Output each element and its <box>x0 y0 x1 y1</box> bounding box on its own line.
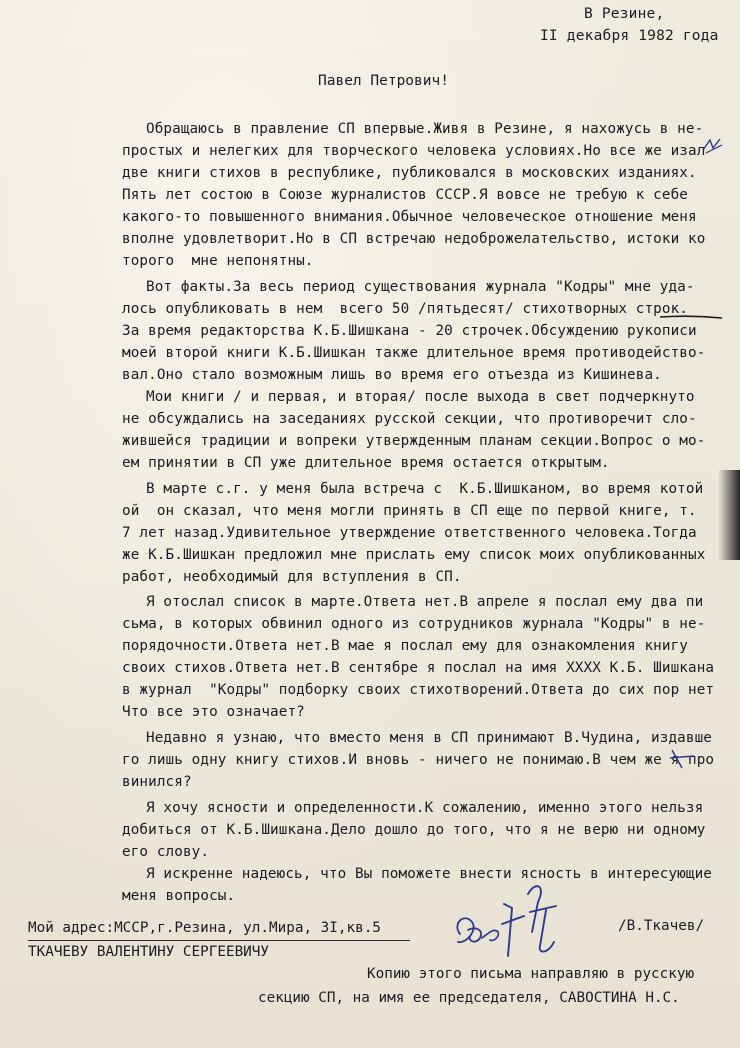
body-line: не обсуждались на заседаниях русской секции, что противоречит сло- <box>122 411 697 427</box>
body-line: простых и нелегких для творческого человека условиях.Но все же изал <box>122 143 706 159</box>
body-line: жившейся традиции и вопреки утвержденным планам секции.Вопрос о мо- <box>122 433 706 449</box>
body-line: какого-то повышенного внимания.Обычное человеческое отношение меня <box>122 209 697 225</box>
salutation: Павел Петрович! <box>318 73 449 89</box>
body-line: его слову. <box>122 844 210 860</box>
sender-address: Мой адрес:МССР,г.Резина, ул.Мира, 3I,кв.5 <box>28 920 381 936</box>
handwritten-correction-mark <box>668 746 698 772</box>
copy-note-line: Копию этого письма направляю в русскую <box>367 966 695 982</box>
date-line: II декабря 1982 года <box>540 28 719 44</box>
body-line: Недавно я узнаю, что вместо меня в СП принимают В.Чудина, издавше <box>146 730 712 746</box>
body-line: работ, необходимый для вступления в СП. <box>122 569 462 585</box>
body-line: Мои книги / и первая, и вторая/ после выхода в свет подчеркнуто <box>146 389 695 405</box>
body-line: две книги стихов в республике, публиковался в московских изданиях. <box>122 165 697 181</box>
body-line: порядочности.Ответа нет.В мае я послал ему для ознакомления книгу <box>122 638 688 654</box>
body-line: вполне удовлетворит.Но в СП встречаю недоброжелательство, истоки ко <box>122 231 706 247</box>
handwritten-correction-mark <box>700 136 726 156</box>
body-line: своих стихов.Ответа нет.В сентябре я послал на имя ХХХХ К.Б. Шишкана <box>122 660 715 676</box>
body-line: 7 лет назад.Удивительное утверждение ответственного человека.Тогда <box>122 525 697 541</box>
body-line: в журнал "Кодры" подборку своих стихотворений.Ответа до сих пор нет <box>122 682 715 698</box>
body-line: добиться от К.Б.Шишкана.Дело дошло до того, что я не верю ни одному <box>122 822 706 838</box>
body-line: Вот факты.За весь период существования журнала "Кодры" мне уда- <box>146 279 695 295</box>
sender-name: ТКАЧЕВУ ВАЛЕНТИНУ СЕРГЕЕВИЧУ <box>28 944 270 960</box>
body-line: В марте с.г. у меня была встреча с К.Б.Шишканом, во время котой <box>146 481 704 497</box>
body-line: Пять лет состою в Союзе журналистов СССР.Я вовсе не требую к себе <box>122 187 688 203</box>
body-line: меня вопросы. <box>122 888 236 904</box>
body-line: Я искренне надеюсь, что Вы поможете внести ясность в интересующие <box>146 866 712 882</box>
body-line: торого мне непонятны. <box>122 253 314 269</box>
body-line: ем принятии в СП уже длительное время остается открытым. <box>122 455 610 471</box>
body-line: го лишь одну книгу стихов.И вновь - ничего не понимаю.В чем же я про <box>122 752 715 768</box>
place-line: В Резине, <box>584 6 665 22</box>
body-line: ой он сказал, что меня могли принять в СП еще по первой книге, т. <box>122 503 697 519</box>
body-line: винился? <box>122 774 192 790</box>
body-line: моей второй книги К.Б.Шишкан также длительное время противодейство- <box>122 345 706 361</box>
body-line: Я хочу ясности и определенности.К сожалению, именно этого нельзя <box>146 800 704 816</box>
typed-signature: /В.Ткачев/ <box>618 918 705 934</box>
pen-underline-mark <box>660 315 722 319</box>
body-line: сьма, в которых обвинил одного из сотрудников журнала "Кодры" в не- <box>122 616 706 632</box>
address-underline <box>28 940 410 941</box>
body-line: Что все это означает? <box>122 704 305 720</box>
body-line: лось опубликовать в нем всего 50 /пятьдесят/ стихотворных строк. <box>122 301 688 317</box>
body-line: же К.Б.Шишкан предложил мне прислать ему список моих опубликованных <box>122 547 706 563</box>
body-line: Я отослал список в марте.Ответа нет.В апреле я послал ему два пи <box>146 594 704 610</box>
handwritten-signature <box>446 872 576 968</box>
body-line: За время редакторства К.Б.Шишкана - 20 строчек.Обсуждению рукописи <box>122 323 697 339</box>
copy-note-line: секцию СП, на имя ее председателя, САВОСТИНА Н.С. <box>258 990 680 1006</box>
body-line: Обращаюсь в правление СП впервые.Живя в Резине, я нахожусь в не- <box>146 121 704 137</box>
page-edge-shadow <box>718 470 740 560</box>
body-line: вал.Оно стало возможным лишь во время его отъезда из Кишинева. <box>122 367 662 383</box>
